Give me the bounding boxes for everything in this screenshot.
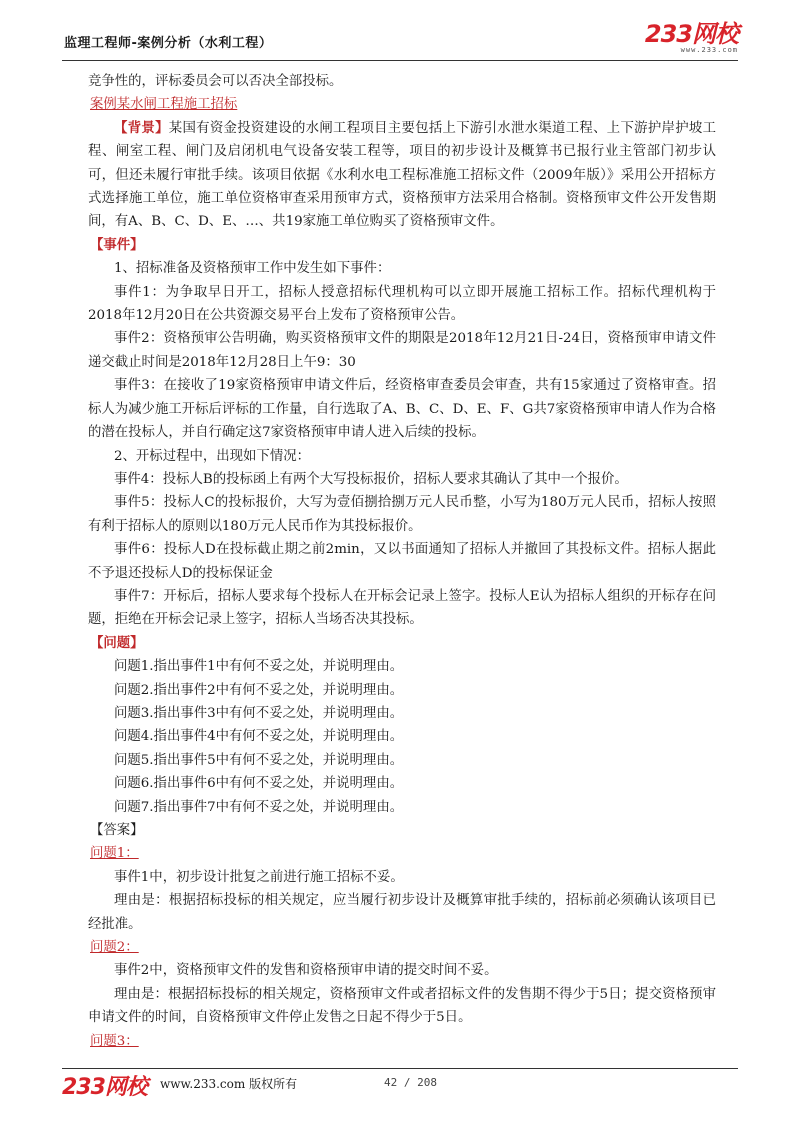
header-divider [62, 60, 738, 61]
event-5: 事件5：投标人C的投标报价，大写为壹佰捌拾捌万元人民币整，小写为180万元人民币，招标人按照有利于招标人的原则以180万元人民币作为其投标报价。 [88, 495, 716, 534]
case-title: 案例某水闸工程施工招标 [90, 97, 238, 113]
question-item: 问题7.指出事件7中有何不妥之处，并说明理由。 [114, 799, 404, 815]
events-label: 【事件】 [90, 236, 144, 253]
brand-logo [608, 22, 738, 56]
question-item: 问题6.指出事件6中有何不妥之处，并说明理由。 [114, 776, 404, 792]
answer-1-reason: 理由是：根据招标投标的相关规定，应当履行初步设计及概算审批手续的，招标前必须确认该项目已经批准。 [88, 893, 716, 932]
answer-1-title: 问题1： [90, 846, 139, 862]
answer-1-text: 事件1中，初步设计批复之前进行施工招标不妥。 [114, 869, 404, 885]
questions-label: 【问题】 [90, 634, 144, 651]
question-item: 问题4.指出事件4中有何不妥之处，并说明理由。 [114, 729, 404, 745]
question-item: 问题2.指出事件2中有何不妥之处，并说明理由。 [114, 682, 404, 698]
event-6: 事件6：投标人D在投标截止期之前2min，又以书面通知了招标人并撤回了其投标文件。招标人据此不予退还投标人D的投标保证金 [88, 542, 716, 581]
answer-2-title: 问题2： [90, 940, 139, 956]
page-footer [62, 1068, 738, 1098]
question-item: 问题5.指出事件5中有何不妥之处，并说明理由。 [114, 752, 404, 768]
footer-copyright: www.233.com 版权所有 [160, 1077, 298, 1091]
question-item: 问题1.指出事件1中有何不妥之处，并说明理由。 [114, 659, 404, 675]
background-text: 某国有资金投资建设的水闸工程项目主要包括上下游引水泄水渠道工程、上下游护岸护坡工程、闸室工程、闸门及启闭机电气设备安装工程等，项目的初步设计及概算书已报行业主管部门初步认可，但还未履行审批手续。该项目依据《水利水电工程标准施工招标文件（2009年版）》采用公开招标方式选择施工单位，施工单位资格审查采用预审方式，资格预审方法采用合格制。资格预审文件公开发售期间，有A、B、C、D、E、…、共19家施工单位购买了资格预审文件。 [88, 120, 717, 230]
document-body [88, 70, 716, 1053]
footer-divider [62, 1068, 738, 1069]
page-header [62, 22, 738, 60]
event-2: 事件2：资格预审公告明确，购买资格预审文件的期限是2018年12月21日-24日，资格预审申请文件递交截止时间是2018年12月28日上午9：30 [88, 331, 716, 370]
question-item: 问题3.指出事件3中有何不妥之处，并说明理由。 [114, 705, 404, 721]
answer-2-text: 事件2中，资格预审文件的发售和资格预审申请的提交时间不妥。 [114, 963, 498, 979]
background-paragraph [88, 117, 716, 234]
header-title: 监理工程师-案例分析（水利工程） [64, 36, 273, 51]
event-1: 事件1：为争取早日开工，招标人授意招标代理机构可以立即开展施工招标工作。招标代理机构于2018年12月20日在公共资源交易平台上发布了资格预审公告。 [88, 284, 716, 324]
footer-logo: 233网校 [62, 1075, 147, 1100]
section-1: 1、招标准备及资格预审工作中发生如下事件： [114, 261, 391, 277]
answer-3-title: 问题3： [90, 1033, 139, 1049]
background-label: 【背景】 [114, 119, 169, 136]
answers-label: 【答案】 [90, 823, 144, 838]
event-3: 事件3：在接收了19家资格预审申请文件后，经资格审查委员会审查，共有15家通过了资格审查。招标人为减少施工开标后评标的工作量，自行选取了A、B、C、D、E、F、G共7家资格预审申请人作为合格的潜在投标人，并自行确定这7家资格预审申请人进入后续的投标。 [88, 378, 716, 441]
logo-url: www.233.com [680, 46, 738, 54]
answer-2-reason: 理由是：根据招标投标的相关规定，资格预审文件或者招标文件的发售期不得少于5日；提交资格预审申请文件的时间，自资格预审文件停止发售之日起不得少于5日。 [88, 986, 716, 1026]
event-7: 事件7：开标后，招标人要求每个投标人在开标会记录上签字。投标人E认为招标人组织的开标存在问题，拒绝在开标会记录上签字，招标人当场否决其投标。 [88, 588, 716, 628]
page-number: 42 / 208 [384, 1076, 437, 1089]
section-2: 2、开标过程中，出现如下情况： [114, 448, 310, 464]
event-4: 事件4：投标人B的投标函上有两个大写投标报价，招标人要求其确认了其中一个报价。 [114, 471, 628, 487]
intro-line: 竞争性的，评标委员会可以否决全部投标。 [88, 74, 343, 89]
logo-text: 233网校 [644, 20, 738, 48]
